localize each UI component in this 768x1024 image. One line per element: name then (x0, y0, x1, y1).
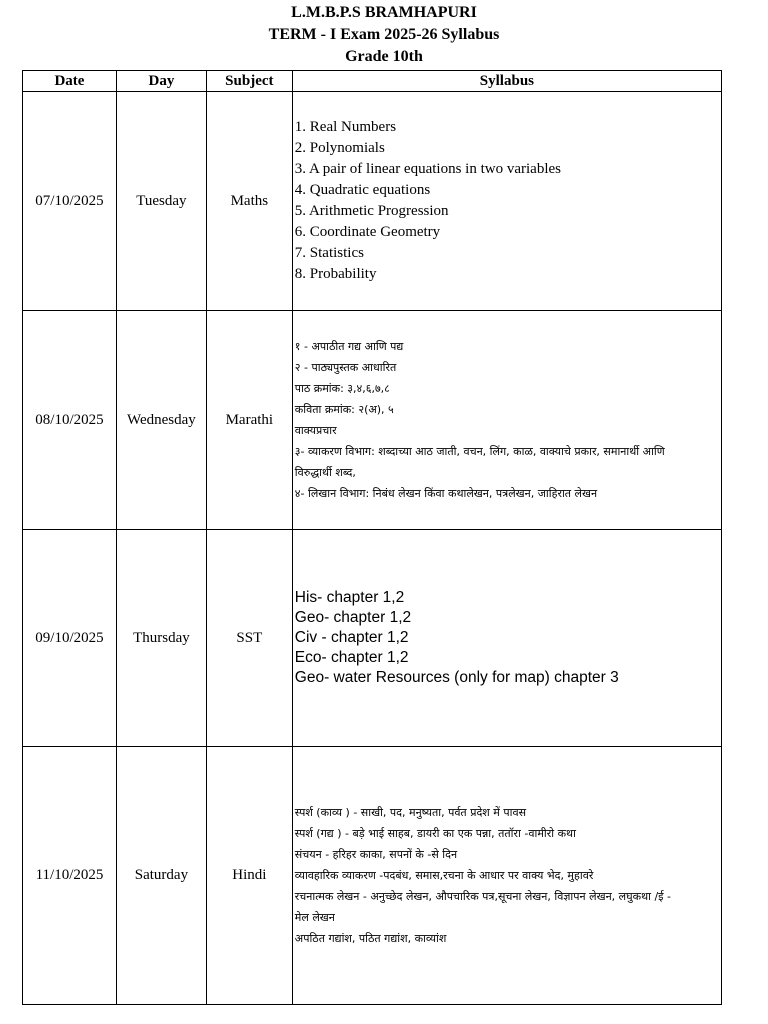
table-row (23, 92, 722, 311)
subject-cell: Hindi (206, 747, 292, 1005)
syllabus-line: विरुद्धार्थी शब्द, (294, 466, 356, 479)
syllabus-line: स्पर्श (काव्य ) - साखी, पद, मनुष्यता, पर्वत प्रदेश में पावस (294, 806, 526, 819)
syllabus-line: वाक्यप्रचार (294, 424, 337, 437)
column-header-subject: Subject (206, 71, 292, 92)
syllabus-line: 2. Polynomials (294, 140, 385, 156)
table-row (23, 747, 722, 1005)
syllabus-line: 5. Arithmetic Progression (294, 203, 449, 219)
syllabus-line: Eco- chapter 1,2 (294, 649, 409, 666)
syllabus-line: १ - अपाठीत गद्य आणि पद्य (294, 340, 404, 353)
document-header (0, 0, 768, 68)
syllabus-line: कविता क्रमांक: २(अ), ५ (294, 403, 394, 416)
syllabus-cell (292, 530, 721, 747)
syllabus-line: 8. Probability (294, 266, 377, 282)
table-header-row (23, 71, 722, 92)
subject-cell: SST (206, 530, 292, 747)
syllabus-line: Geo- chapter 1,2 (294, 609, 412, 626)
syllabus-line: २ - पाठ्यपुस्तक आधारित (294, 361, 397, 374)
date-cell: 09/10/2025 (23, 530, 117, 747)
date-cell: 07/10/2025 (23, 92, 117, 311)
column-header-date: Date (23, 71, 117, 92)
syllabus-cell (292, 92, 721, 311)
day-cell: Saturday (116, 747, 206, 1005)
syllabus-line: पाठ क्रमांक: ३,४,६,७,८ (294, 382, 390, 395)
day-cell: Wednesday (116, 311, 206, 530)
syllabus-line: 4. Quadratic equations (294, 182, 431, 198)
table-row (23, 530, 722, 747)
table-row (23, 311, 722, 530)
syllabus-line: 1. Real Numbers (294, 119, 397, 135)
syllabus-line: 7. Statistics (294, 245, 364, 261)
syllabus-line: ३- व्याकरण विभाग: शब्दाच्या आठ जाती, वचन, लिंग, काळ, वाक्याचे प्रकार, समानार्थी आणि (294, 445, 665, 458)
syllabus-line: मेल लेखन (294, 911, 335, 924)
syllabus-line: 3. A pair of linear equations in two variables (294, 161, 561, 177)
syllabus-line: व्यावहारिक व्याकरण -पदबंध, समास,रचना के आधार पर वाक्य भेद, मुहावरे (294, 869, 594, 882)
school-name: L.M.B.P.S BRAMHAPURI (291, 4, 477, 21)
grade-label: Grade 10th (345, 48, 423, 65)
syllabus-line: संचयन - हरिहर काका, सपनों के -से दिन (294, 848, 458, 861)
column-header-syllabus: Syllabus (292, 71, 721, 92)
syllabus-line: ४- लिखान विभाग: निबंध लेखन किंवा कथालेखन, पत्रलेखन, जाहिरात लेखन (294, 487, 598, 500)
day-cell: Thursday (116, 530, 206, 747)
date-cell: 08/10/2025 (23, 311, 117, 530)
syllabus-table (22, 70, 722, 1005)
subject-cell: Marathi (206, 311, 292, 530)
syllabus-line: अपठित गद्यांश, पठित गद्यांश, काव्यांश (294, 932, 447, 945)
day-cell: Tuesday (116, 92, 206, 311)
syllabus-line: स्पर्श (गद्य ) - बड़े भाई साहब, डायरी का एक पन्ना, ततॉरा -वामीरो कथा (294, 827, 576, 840)
date-cell: 11/10/2025 (23, 747, 117, 1005)
syllabus-line: रचनात्मक लेखन - अनुच्छेद लेखन, औपचारिक पत्र,सूचना लेखन, विज्ञापन लेखन, लघुकथा /ई - (294, 890, 672, 903)
subject-cell: Maths (206, 92, 292, 311)
syllabus-line: Geo- water Resources (only for map) chapter 3 (294, 669, 619, 686)
syllabus-cell (292, 747, 721, 1005)
exam-title: TERM - I Exam 2025-26 Syllabus (268, 26, 500, 43)
syllabus-line: His- chapter 1,2 (294, 589, 405, 606)
syllabus-line: Civ - chapter 1,2 (294, 629, 409, 646)
syllabus-cell (292, 311, 721, 530)
column-header-day: Day (116, 71, 206, 92)
syllabus-line: 6. Coordinate Geometry (294, 224, 441, 240)
